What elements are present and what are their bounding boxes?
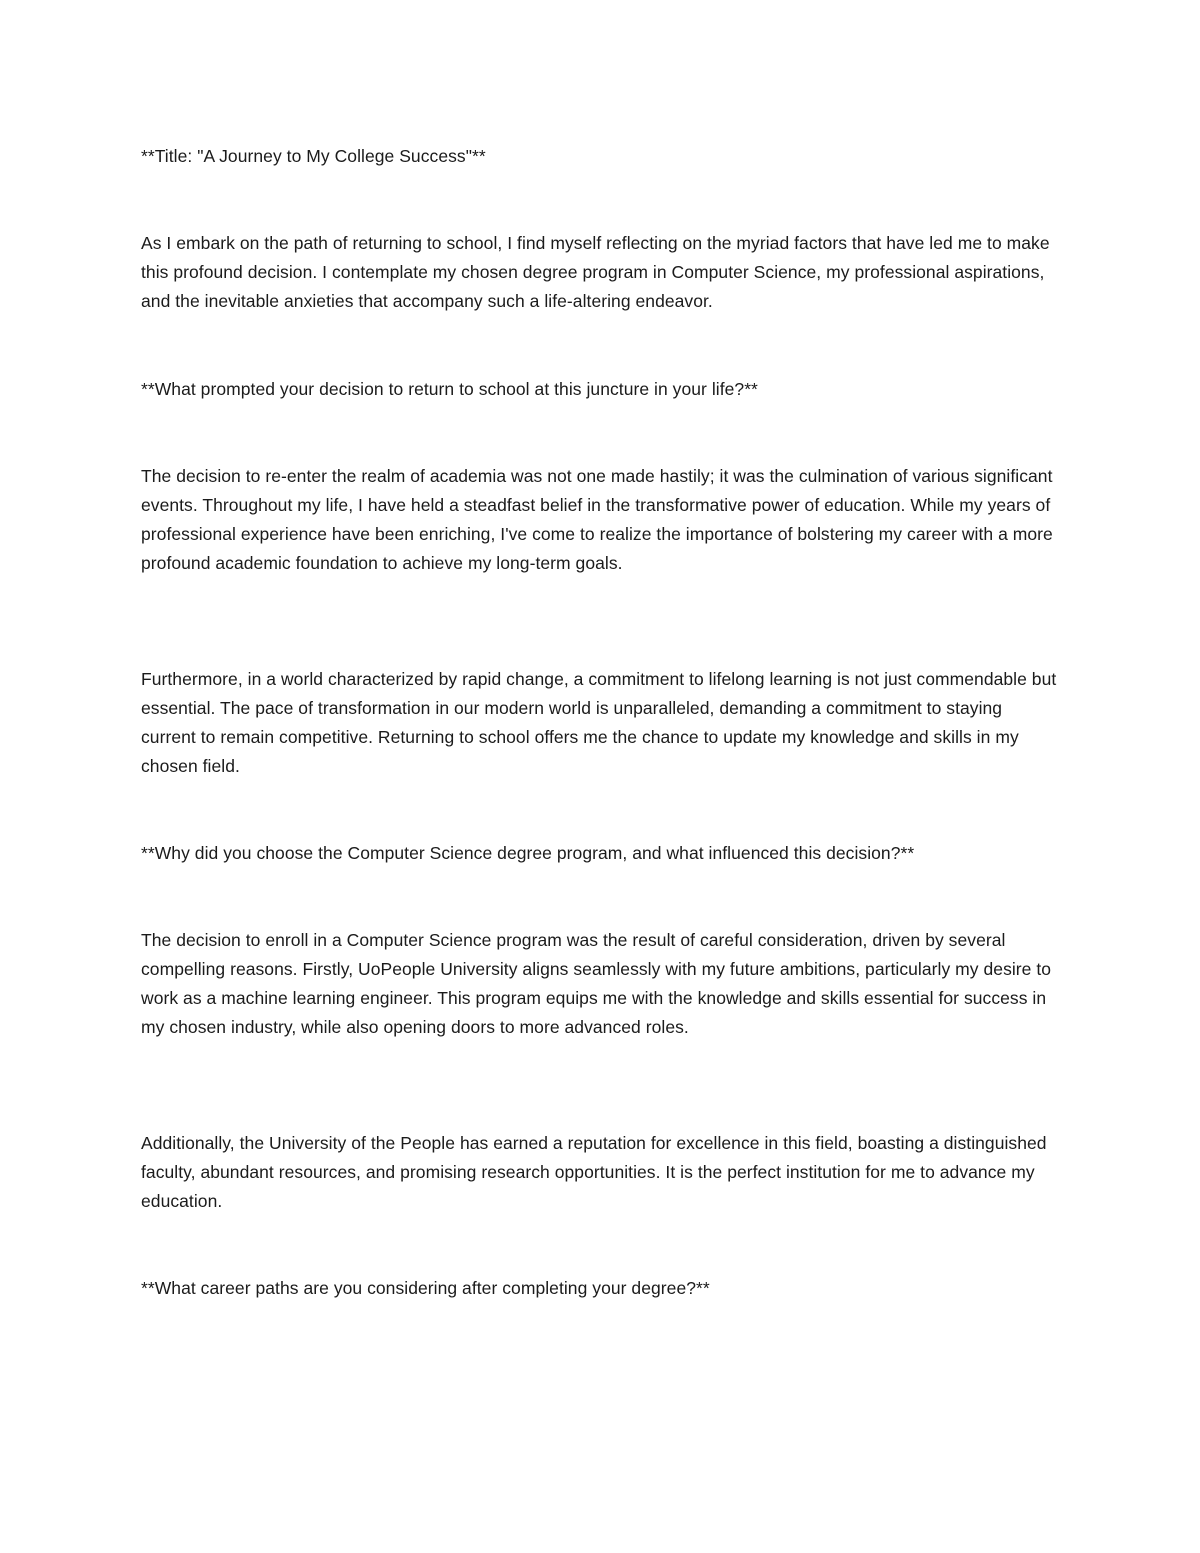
answer-1-paragraph-2: Furthermore, in a world characterized by rapid change, a commitment to lifelong learning is not just commendable but essential. The pace of transformation in our modern world is unparalleled, demanding a commitment to staying current to remain competitive. Returning to school offers me the chance to update my knowledge and skills in my chosen field. — [141, 669, 1057, 776]
answer-2-paragraph-1: The decision to enroll in a Computer Science program was the result of careful consideration, driven by several compelling reasons. Firstly, UoPeople University aligns seamlessly with my future ambitions, particularly my desire to work as a machine learning engineer. This program equips me with the knowledge and skills essential for success in my chosen industry, while also opening doors to more advanced roles. — [141, 930, 1052, 1037]
question-heading-2: **Why did you choose the Computer Science degree program, and what influenced this decision?** — [141, 843, 915, 863]
answer-1-paragraph-1: The decision to re-enter the realm of academia was not one made hastily; it was the culmination of various significant events. Throughout my life, I have held a steadfast belief in the transformative power of education. While my years of professional experience have been enriching, I've come to realize the importance of bolstering my career with a more profound academic foundation to achieve my long-term goals. — [141, 466, 1053, 573]
intro-paragraph: As I embark on the path of returning to school, I find myself reflecting on the myriad factors that have led me to make this profound decision. I contemplate my chosen degree program in Computer Science, my professional aspirations, and the inevitable anxieties that accompany such a life-altering endeavor. — [141, 233, 1050, 311]
question-heading-3: **What career paths are you considering after completing your degree?** — [141, 1278, 710, 1298]
answer-2-paragraph-2: Additionally, the University of the People has earned a reputation for excellence in this field, boasting a distinguished faculty, abundant resources, and promising research opportunities. It is the perfect institution for me to advance my education. — [141, 1133, 1047, 1211]
document-title: **Title: "A Journey to My College Success"** — [141, 146, 486, 166]
question-heading-1: **What prompted your decision to return to school at this juncture in your life?** — [141, 379, 758, 399]
